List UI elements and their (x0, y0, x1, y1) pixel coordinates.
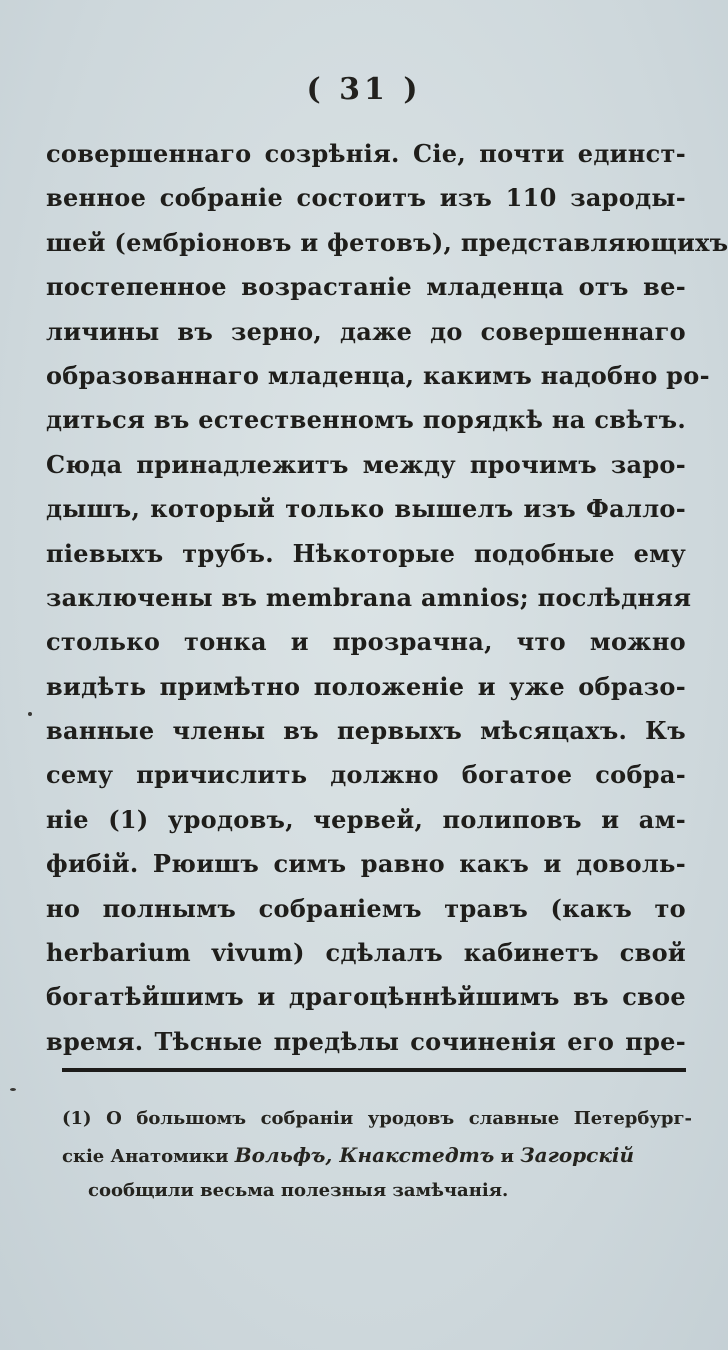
text-line: венное собраніе состоитъ изъ 110 зароды- (46, 183, 686, 213)
text-line: время. Тѣсные предѣлы сочиненія его пре- (46, 1026, 686, 1056)
text-line: постепенное возрастаніе младенца отъ ве- (46, 272, 686, 302)
text-line: дышъ, который только вышелъ изъ Фалло- (46, 494, 686, 524)
text-line: образованнаго младенца, какимъ надобно ро- (46, 360, 710, 390)
body-text (46, 132, 728, 1064)
footnote-text: и (494, 1146, 521, 1167)
text-line: диться въ естественномъ порядкѣ на свѣтъ. (46, 405, 686, 435)
text-line: шей (ембріоновъ и фетовъ), представляющихъ (46, 227, 728, 257)
footnote-divider (62, 1068, 686, 1072)
footnote (62, 1101, 692, 1209)
footnote-line: сообщили весьма полезныя замѣчанія. (88, 1180, 509, 1201)
text-line: столько тонка и прозрачна, что можно (46, 627, 686, 657)
text-line: совершеннаго созрѣнія. Сіе, почти единст- (46, 139, 686, 168)
text-line: но полнымъ собраніемъ травъ (какъ то (46, 893, 686, 923)
footnote-text: скіе Анатомики (62, 1146, 235, 1167)
text-line: сему причислить должно богатое собра- (46, 760, 686, 790)
page-number: ( 31 ) (306, 72, 422, 107)
text-line: заключены въ membrana amnios; послѣдняя (46, 582, 692, 612)
text-line: ніе (1) уродовъ, червей, полиповъ и ам- (46, 804, 686, 834)
text-line: фибій. Рюишъ симъ равно какъ и доволь- (46, 849, 686, 879)
paper-speck (28, 712, 32, 716)
text-line: Сюда принадлежитъ между прочимъ заро- (46, 449, 686, 479)
footnote-names: Загорскій (520, 1143, 635, 1167)
text-line: видѣть примѣтно положеніе и уже образо- (46, 671, 686, 701)
footnote-line (62, 1137, 692, 1173)
footnote-names: Вольфъ, Кнакстедтъ (234, 1143, 495, 1167)
text-line: ванные члены въ первыхъ мѣсяцахъ. Къ (46, 716, 686, 746)
text-line: личины въ зерно, даже до совершеннаго (46, 316, 686, 346)
text-line: піевыхъ трубъ. Нѣкоторые подобные ему (46, 538, 686, 568)
footnote-line: (1) О большомъ собраніи уродовъ славные Петербург- (62, 1108, 692, 1129)
text-line: herbarium vivum) сдѣлалъ кабинетъ свой (46, 938, 686, 968)
text-line: богатѣйшимъ и драгоцѣннѣйшимъ въ свое (46, 982, 686, 1012)
paper-speck (10, 1088, 16, 1091)
